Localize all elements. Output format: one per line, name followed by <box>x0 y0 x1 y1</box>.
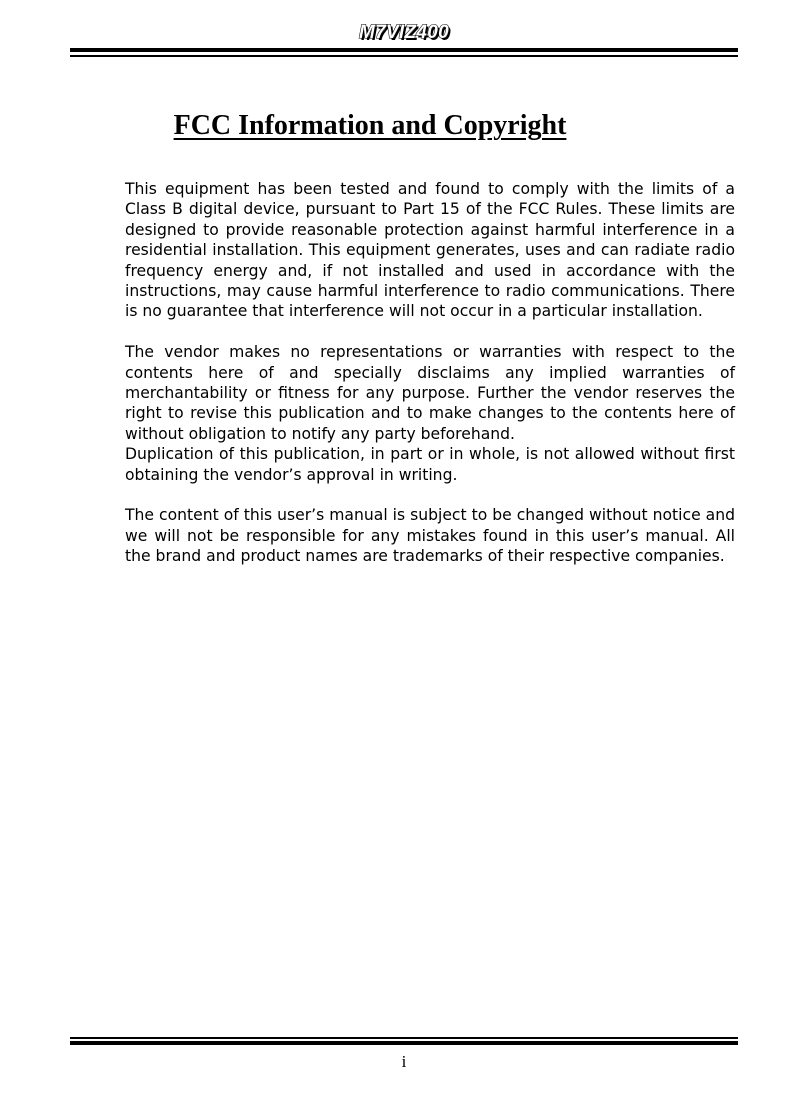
duplication-notice-paragraph: Duplication of this publication, in part or in whole, is not allowed without first obtaining the vendor’s approval in writing. <box>125 445 735 484</box>
vendor-disclaimer-paragraph: The vendor makes no representations or warranties with respect to the contents here of and specially disclaims any implied warranties of merchantability or fitness for any purpose. Further the vendor reserves the right to revise this publication and to make changes to the contents here of without obligation to notify any party beforehand. <box>125 343 735 443</box>
header-model-name: M7VIZ400 <box>358 22 450 43</box>
header-rule-thick <box>70 48 738 52</box>
footer-rule-thick <box>70 1041 738 1045</box>
page-title-text: FCC Information and Copyright <box>173 110 567 141</box>
page-title <box>0 110 740 142</box>
body-text <box>125 179 735 567</box>
footer-rule-thin <box>70 1037 738 1039</box>
fcc-compliance-paragraph: This equipment has been tested and found to comply with the limits of a Class B digital device, pursuant to Part 15 of the FCC Rules. These limits are designed to provide reasonable protection against harmful interference in a residential installation. This equipment generates, uses and can radiate radio frequency energy and, if not installed and used in accordance with the instructions, may cause harmful interference to radio communications. There is no guarantee that interference will not occur in a particular installation. <box>125 180 735 321</box>
page-number: i <box>401 1052 407 1071</box>
manual-content-paragraph: The content of this user’s manual is subject to be changed without notice and we will not be responsible for any mistakes found in this user’s manual. All the brand and product names are trademarks of their respective companies. <box>125 506 735 566</box>
header-rule-thin <box>70 55 738 57</box>
